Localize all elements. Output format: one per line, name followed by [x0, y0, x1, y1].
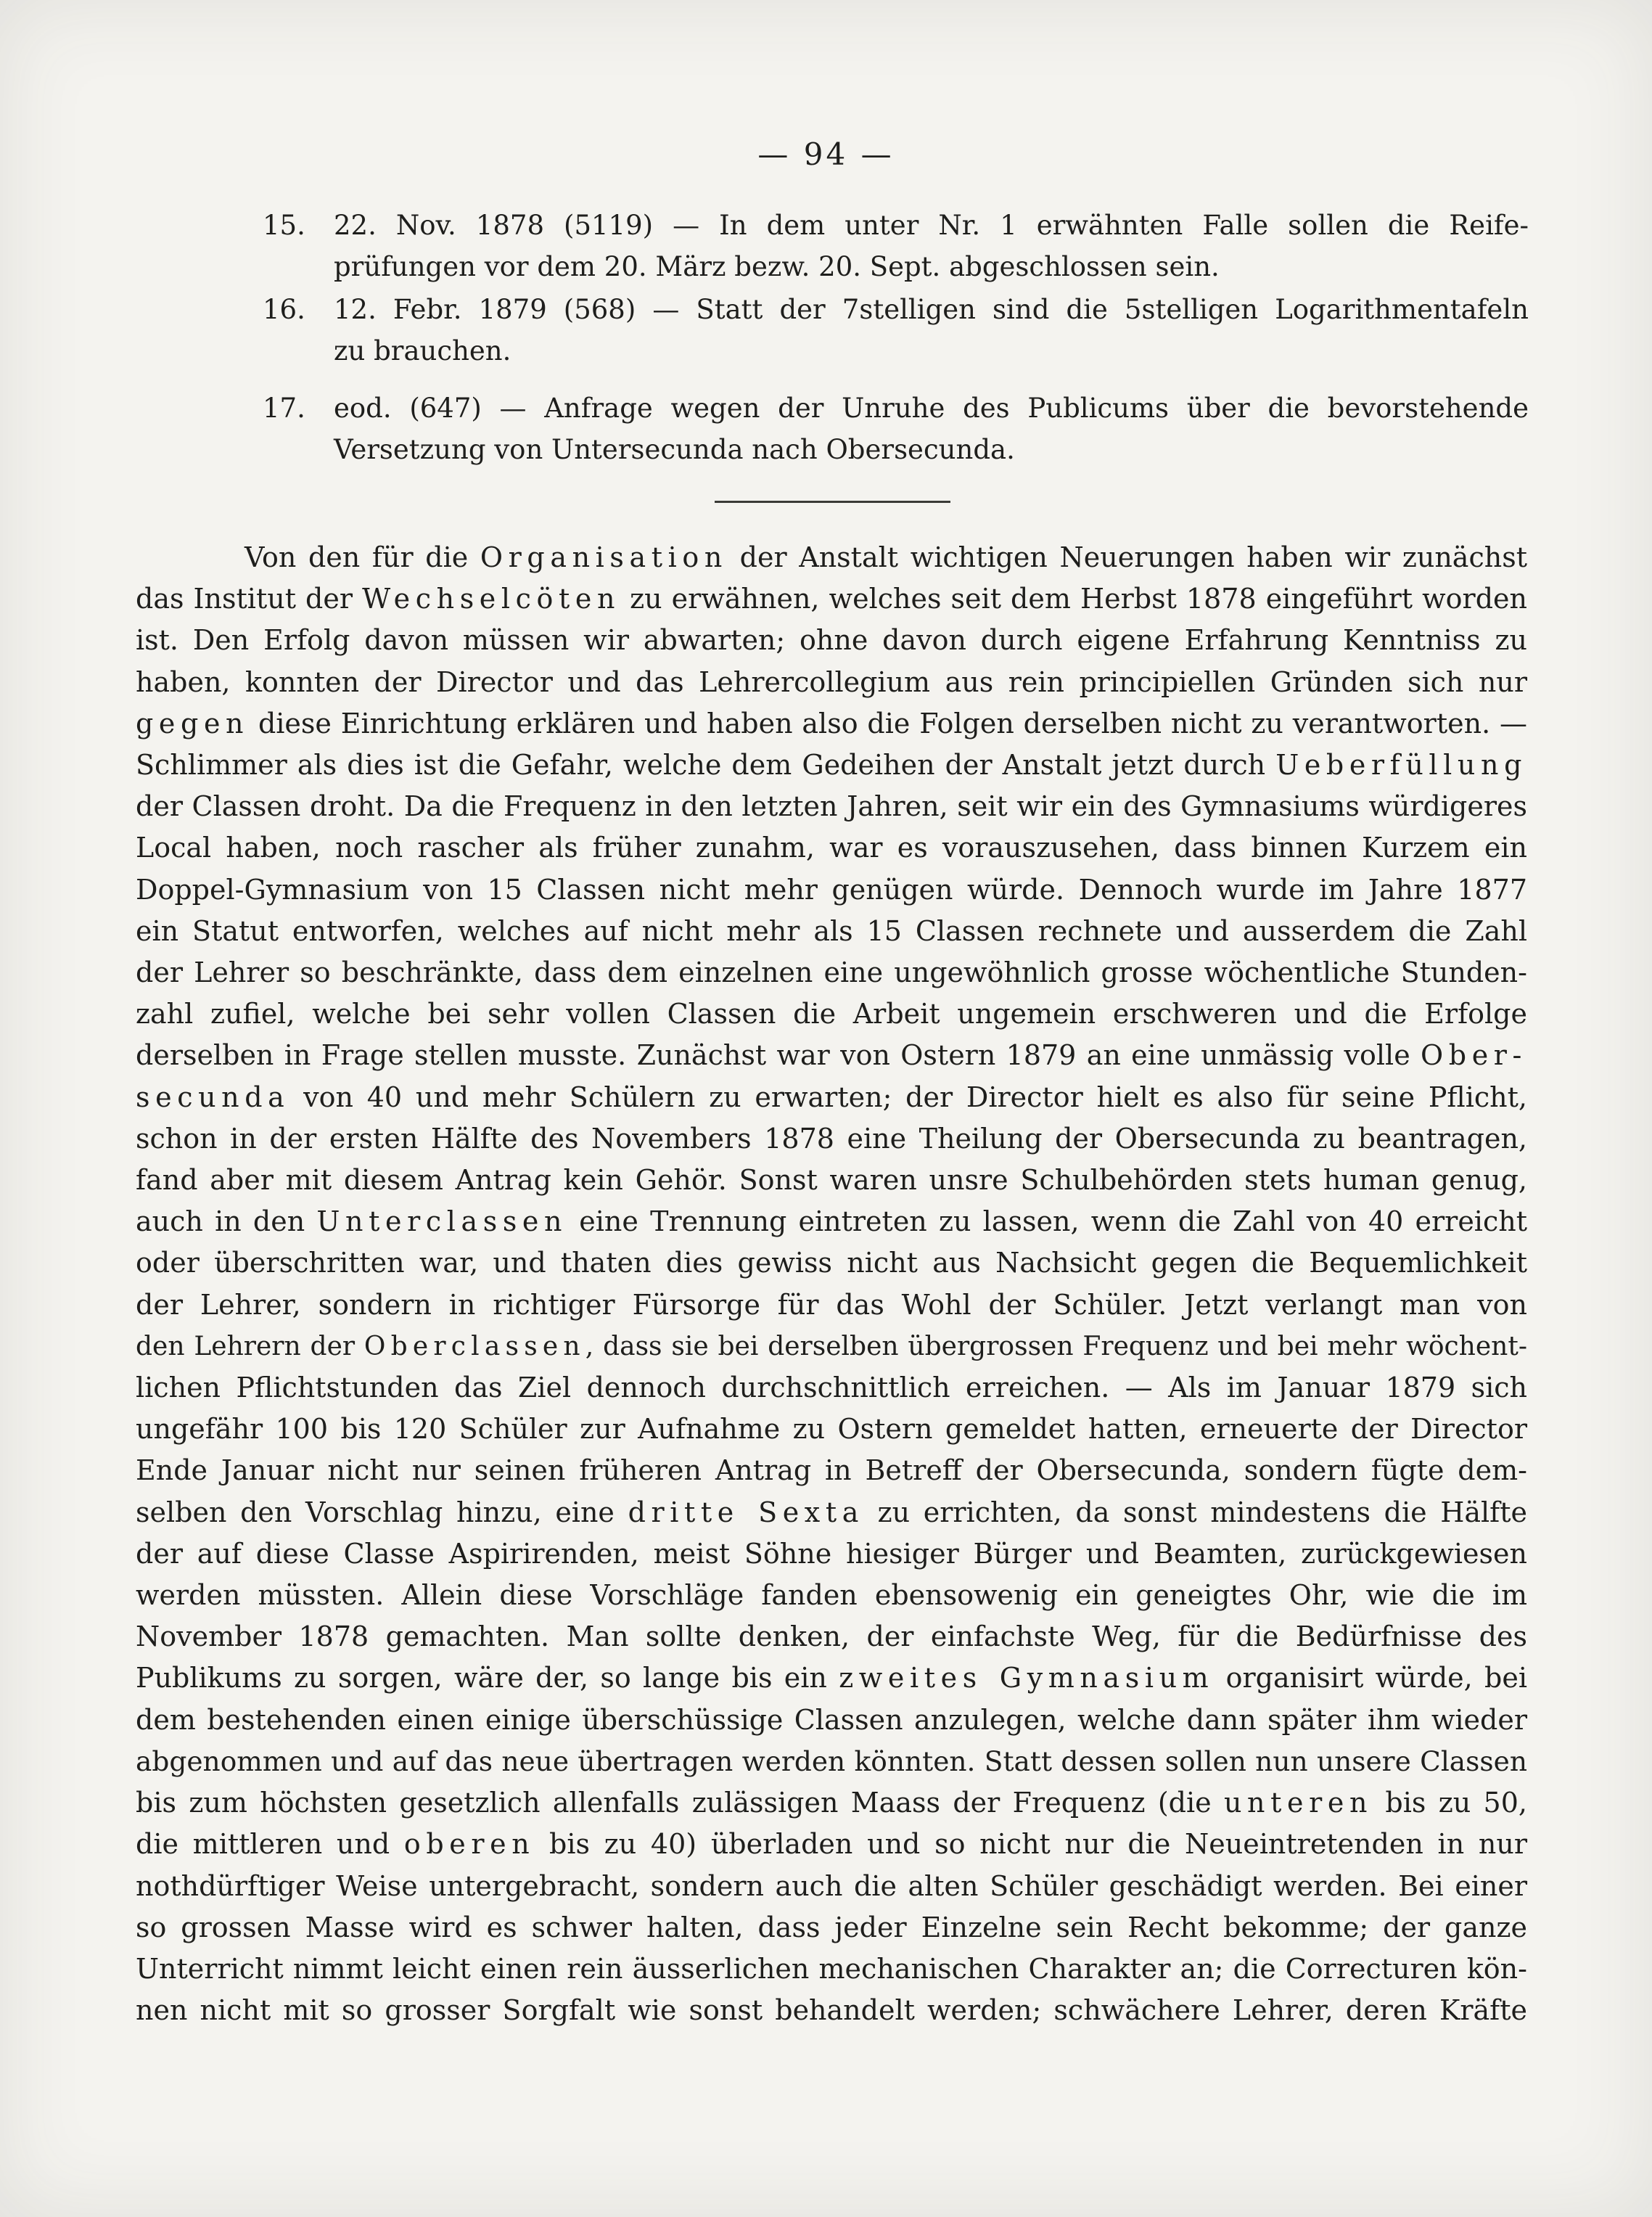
spaced-emphasis: Organisation [480, 541, 728, 573]
spaced-emphasis: Ober- [1421, 1039, 1527, 1072]
list-item [263, 289, 1529, 372]
entry-text [334, 388, 1529, 470]
body-line: bis zum höchsten gesetzlich allenfalls zulässigen Maass der Frequenz (die unteren bis zu 50, [136, 1787, 1527, 1819]
body-line: werden müssten. Allein diese Vorschläge fanden ebensowenig ein geneigtes Ohr, wie die im [136, 1579, 1527, 1612]
body-line: dem bestehenden einen einige überschüssige Classen anzulegen, welche dann später ihm wieder [136, 1703, 1527, 1736]
body-line: nen nicht mit so grosser Sorgfalt wie sonst behandelt werden; schwächere Lehrer, deren Kräfte [136, 1994, 1527, 2027]
body-line: auch in den Unterclassen eine Trennung eintreten zu lassen, wenn die Zahl von 40 erreicht [136, 1205, 1527, 1238]
spaced-emphasis: unteren [1223, 1787, 1373, 1819]
body-line: Unterricht nimmt leicht einen rein äusserlichen mechanischen Charakter an; die Correcturen kön- [136, 1952, 1527, 1985]
body-line: Local haben, noch rascher als früher zunahm, war es vorauszusehen, dass binnen Kurzem ein [136, 832, 1527, 864]
body-line: so grossen Masse wird es schwer halten, dass jeder Einzelne sein Recht bekomme; der ganze [136, 1911, 1527, 1943]
body-line: Von den für die Organisation der Anstalt wichtigen Neuerungen haben wir zunächst [244, 541, 1527, 573]
body-line: fand aber mit diesem Antrag kein Gehör. Sonst waren unsre Schulbehörden stets human genug, [136, 1164, 1527, 1197]
spaced-emphasis: Wechselcöten [362, 583, 621, 615]
body-line: der Classen droht. Da die Frequenz in den letzten Jahren, seit wir ein des Gymnasiums würdigeres [136, 790, 1527, 823]
page-number: — 94 — [757, 136, 895, 172]
body-line: secunda von 40 und mehr Schülern zu erwarten; der Director hielt es also für seine Pflicht, [136, 1081, 1527, 1113]
entry-number: 15. [263, 210, 305, 241]
body-line: Publikums zu sorgen, wäre der, so lange bis ein zweites Gymnasium organisirt würde, bei [136, 1662, 1527, 1694]
body-line: November 1878 gemachten. Man sollte denken, der einfachste Weg, für die Bedürfnisse des [136, 1620, 1527, 1653]
entry-number: 16. [263, 294, 305, 325]
body-line: der Lehrer, sondern in richtiger Fürsorge für das Wohl der Schüler. Jetzt verlangt man von [136, 1288, 1527, 1321]
body-line: den Lehrern der Oberclassen, dass sie bei derselben übergrossen Frequenz und bei mehr wöchent- [136, 1331, 1527, 1361]
body-line: der Lehrer so beschränkte, dass dem einzelnen eine ungewöhnlich grosse wöchentliche Stunden- [136, 956, 1527, 989]
body-line: schon in der ersten Hälfte des Novembers 1878 eine Theilung der Obersecunda zu beantragen, [136, 1122, 1527, 1155]
list-item [263, 205, 1529, 287]
body-line: ein Statut entworfen, welches auf nicht mehr als 15 Classen rechnete und ausserdem die Zahl [136, 914, 1527, 947]
decree-list [263, 205, 1529, 470]
body-line: abgenommen und auf das neue übertragen werden könnten. Statt dessen sollen nun unsere Classen [136, 1745, 1527, 1777]
spaced-emphasis: secunda [136, 1081, 290, 1113]
body-line: derselben in Frage stellen musste. Zunächst war von Ostern 1879 an eine unmässig volle Ober- [136, 1039, 1527, 1072]
body-paragraph [136, 537, 1527, 2031]
spaced-emphasis: dritte Sexta [628, 1496, 864, 1528]
entry-text [334, 289, 1529, 372]
body-line: gegen diese Einrichtung erklären und haben also die Folgen derselben nicht zu verantworten. — [136, 707, 1527, 739]
spaced-emphasis: oberen [403, 1828, 535, 1861]
body-line: nothdürftiger Weise untergebracht, sondern auch die alten Schüler geschädigt werden. Bei einer [136, 1869, 1527, 1902]
body-line: der auf diese Classe Aspirirenden, meist Söhne hiesiger Bürger und Beamten, zurückgewiesen [136, 1537, 1527, 1570]
body-line: zahl zufiel, welche bei sehr vollen Classen die Arbeit ungemein erschweren und die Erfolge [136, 998, 1527, 1030]
spaced-emphasis: Unterclassen [316, 1205, 568, 1238]
spaced-emphasis: Ueberfüllung [1275, 749, 1527, 782]
entry-line: prüfungen vor dem 20. März bezw. 20. Sept. abgeschlossen sein. [334, 251, 1220, 282]
body-line: das Institut der Wechselcöten zu erwähnen, welches seit dem Herbst 1878 eingeführt worden [136, 583, 1527, 615]
spaced-emphasis: Oberclassen [363, 1331, 585, 1361]
body-line: Ende Januar nicht nur seinen früheren Antrag in Betreff der Obersecunda, sondern fügte dem- [136, 1454, 1527, 1487]
list-item [263, 388, 1529, 470]
entry-text [334, 205, 1529, 287]
body-line: ungefähr 100 bis 120 Schüler zur Aufnahme zu Ostern gemeldet hatten, erneuerte der Director [136, 1413, 1527, 1446]
entry-line: 12. Febr. 1879 (568) — Statt der 7stelligen sind die 5stelligen Logarithmentafeln [334, 294, 1529, 325]
entry-line: 22. Nov. 1878 (5119) — In dem unter Nr. 1 erwähnten Falle sollen die Reife- [334, 210, 1529, 241]
entry-line: zu brauchen. [334, 335, 511, 366]
entry-line: eod. (647) — Anfrage wegen der Unruhe des Publicums über die bevorstehende [334, 393, 1529, 424]
body-line: ist. Den Erfolg davon müssen wir abwarten; ohne davon durch eigene Erfahrung Kenntniss zu [136, 624, 1527, 657]
section-divider [715, 501, 950, 503]
body-line: Doppel-Gymnasium von 15 Classen nicht mehr genügen würde. Dennoch wurde im Jahre 1877 [136, 873, 1527, 906]
entry-line: Versetzung von Untersecunda nach Obersecunda. [334, 434, 1015, 465]
spaced-emphasis: gegen [136, 707, 250, 739]
body-line: oder überschritten war, und thaten dies gewiss nicht aus Nachsicht gegen die Bequemlichkeit [136, 1247, 1527, 1279]
body-line: lichen Pflichtstunden das Ziel dennoch durchschnittlich erreichen. — Als im Januar 1879 sich [136, 1372, 1527, 1404]
spaced-emphasis: zweites Gymnasium [839, 1662, 1215, 1694]
body-line: Schlimmer als dies ist die Gefahr, welche dem Gedeihen der Anstalt jetzt durch Ueberfüllung [136, 749, 1527, 782]
entry-number: 17. [263, 393, 305, 424]
body-line: die mittleren und oberen bis zu 40) überladen und so nicht nur die Neueintretenden in nur [136, 1828, 1527, 1861]
body-line: selben den Vorschlag hinzu, eine dritte Sexta zu errichten, da sonst mindestens die Hälfte [136, 1496, 1527, 1528]
body-line: haben, konnten der Director und das Lehrercollegium aus rein principiellen Gründen sich nur [136, 665, 1527, 698]
